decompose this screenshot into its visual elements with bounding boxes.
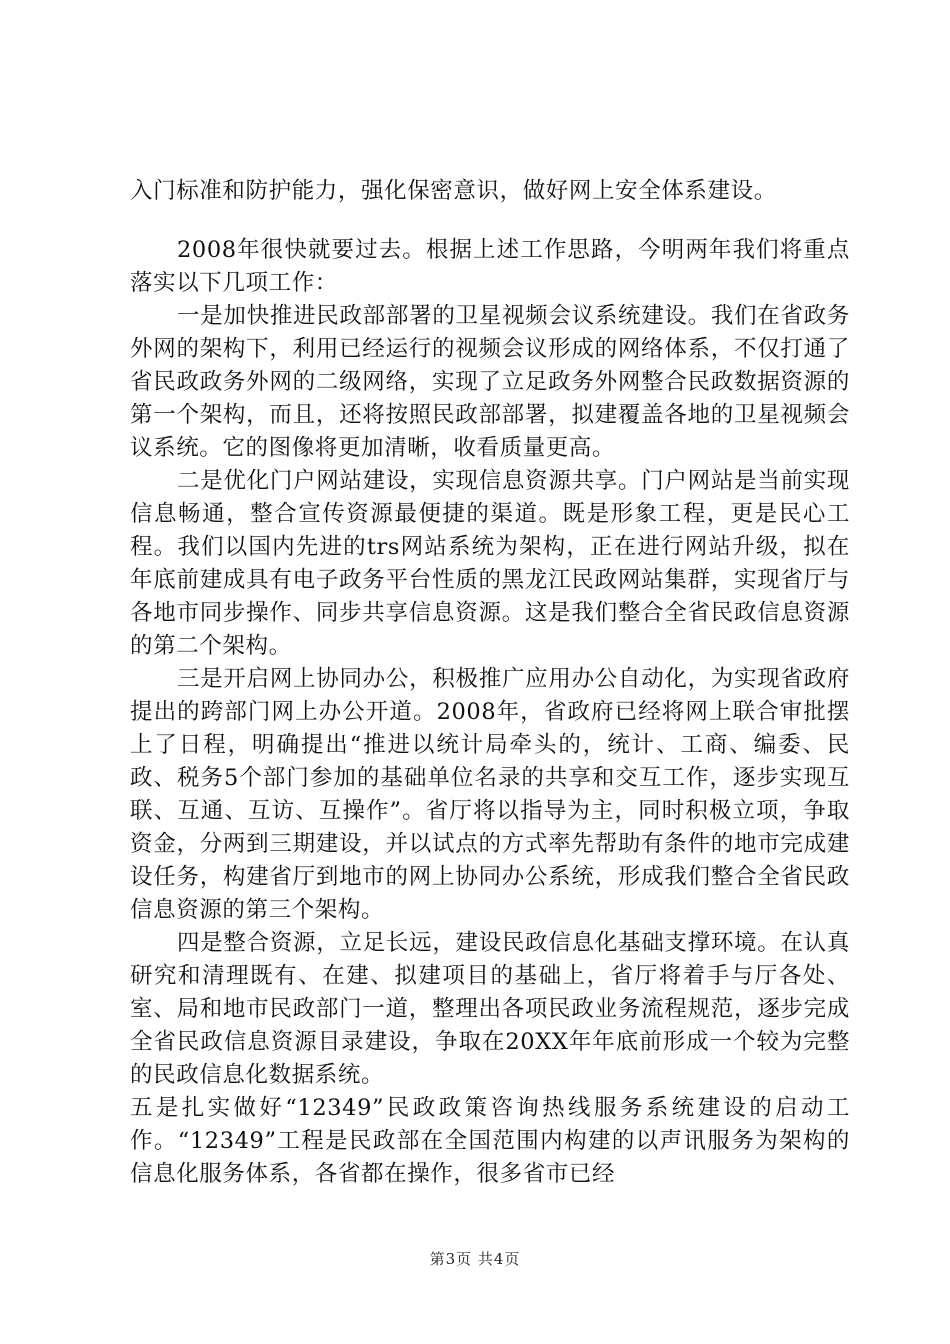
paragraph-item-4: 四是整合资源，立足长远，建设民政信息化基础支撑环境。在认真研究和清理既有、在建、拟建项目的基础上，省厅将着手与厅各处、室、局和地市民政部门一道，整理出各项民政业务流程规范，逐步完成全省民政信息资源目录建设，争取在20XX年年底前形成一个较为完整的民政信息化数据系统。 [130,930,850,1088]
paragraph-intro: 2008年很快就要过去。根据上述工作思路，今明两年我们将重点落实以下几项工作： [130,237,850,296]
paragraph-continuation: 入门标准和防护能力，强化保密意识，做好网上安全体系建设。 [130,178,777,204]
page-number-footer: 第3页 共4页 [429,1250,521,1268]
paragraph-item-5: 五是扎实做好“12349”民政政策咨询热线服务系统建设的启动工作。“12349”工程是民政部在全国范围内构建的以声讯服务为架构的信息化服务体系，各省都在操作，很多省市已经 [130,1095,850,1187]
paragraph-item-3: 三是开启网上协同办公，积极推广应用办公自动化，为实现省政府提出的跨部门网上办公开道。2008年，省政府已经将网上联合审批摆上了日程，明确提出“推进以统计局牵头的，统计、工商、编委、民政、税务5个部门参加的基础单位名录的共享和交互工作，逐步实现互联、互通、互访、互操作”。省厅将以指导为主，同时积极立项，争取资金，分两到三期建设，并以试点的方式率先帮助有条件的地市完成建设任务，构建省厅到地市的网上协同办公系统，形成我们整合全省民政信息资源的第三个架构。 [130,666,850,923]
paragraph-item-2: 二是优化门户网站建设，实现信息资源共享。门户网站是当前实现信息畅通，整合宣传资源最便捷的渠道。既是形象工程，更是民心工程。我们以国内先进的trs网站系统为架构，正在进行网站升级，拟在年底前建成具有电子政务平台性质的黑龙江民政网站集群，实现省厅与各地市同步操作、同步共享信息资源。这是我们整合全省民政信息资源的第二个架构。 [130,468,850,659]
paragraph-item-1: 一是加快推进民政部部署的卫星视频会议系统建设。我们在省政务外网的架构下，利用已经运行的视频会议形成的网络体系，不仅打通了省民政政务外网的二级网络，实现了立足政务外网整合民政数据资源的第一个架构，而且，还将按照民政部部署，拟建覆盖各地的卫星视频会议系统。它的图像将更加清晰，收看质量更高。 [130,303,850,461]
body-text [130,175,850,1191]
